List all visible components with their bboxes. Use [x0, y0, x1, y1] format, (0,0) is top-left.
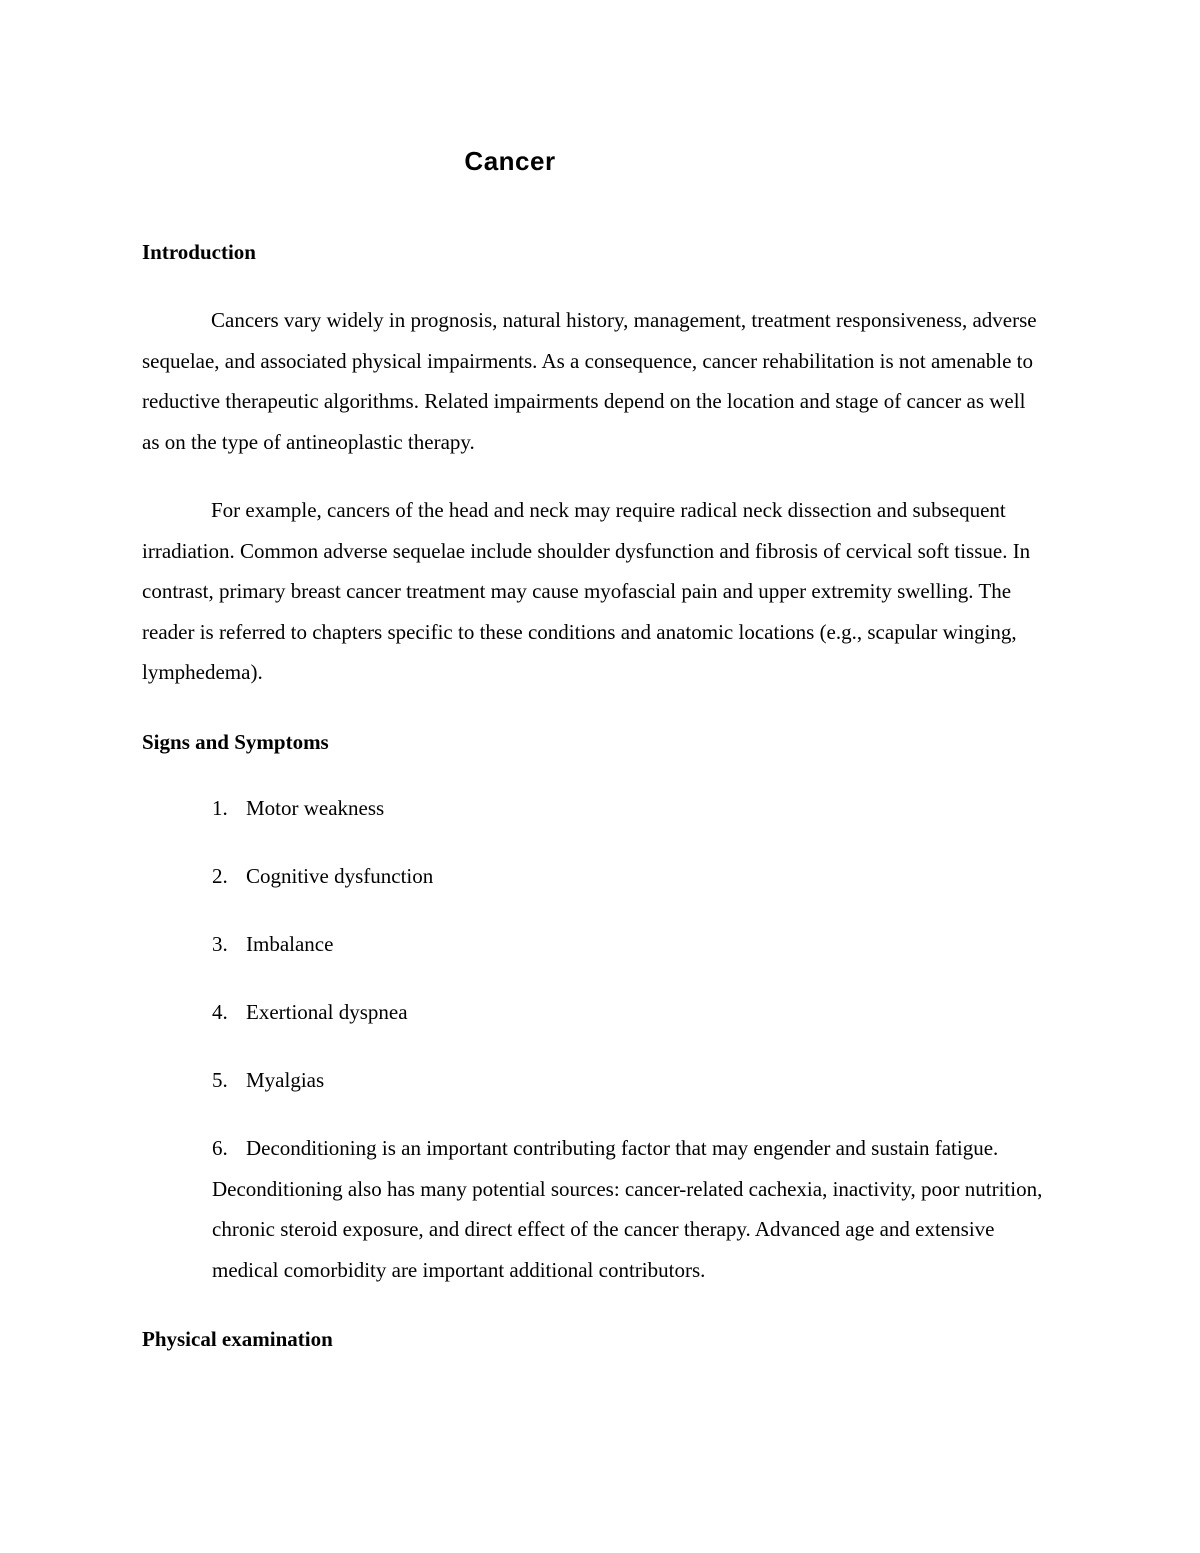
intro-paragraph-1: Cancers vary widely in prognosis, natural history, management, treatment responsiveness, adverse sequelae, and associated physical impairments. As a consequence, cancer rehabilitation is not amenable to reductive therapeutic algorithms. Related impairments depend on the location and stage of cancer as well as on the type of antineoplastic therapy.	[142, 308, 1037, 454]
list-item	[212, 924, 1062, 965]
list-item-text: Imbalance	[246, 932, 334, 956]
list-item-text: Myalgias	[246, 1068, 325, 1092]
list-item-number: 2.	[212, 864, 228, 888]
list-item	[212, 856, 1062, 897]
list-item-number: 3.	[212, 932, 228, 956]
section-heading-introduction: Introduction	[142, 240, 256, 264]
section-heading-physical-examination: Physical examination	[142, 1327, 333, 1351]
document-title: Cancer	[464, 146, 556, 176]
list-item-number: 1.	[212, 796, 228, 820]
list-item-number: 6.	[212, 1136, 228, 1160]
list-item-text: Motor weakness	[246, 796, 385, 820]
list-item-text: Exertional dyspnea	[246, 1000, 408, 1024]
list-item-number: 4.	[212, 1000, 228, 1024]
list-item	[212, 1128, 1062, 1290]
list-item	[212, 992, 1062, 1033]
intro-paragraph-2: For example, cancers of the head and neck may require radical neck dissection and subsequent irradiation. Common adverse sequelae include shoulder dysfunction and fibrosis of cervical soft tissue. In contrast, primary breast cancer treatment may cause myofascial pain and upper extremity swelling. The reader is referred to chapters specific to these conditions and anatomic locations (e.g., scapular winging, lymphedema).	[142, 498, 1031, 684]
list-item-text: Deconditioning is an important contributing factor that may engender and sustain fatigue. Deconditioning also has many potential sources: cancer-related cachexia, inactivity, poor nutrition, chronic steroid exposure, and direct effect of the cancer therapy. Advanced age and extensive medical comorbidity are important additional contributors.	[212, 1136, 1043, 1282]
list-item-text: Cognitive dysfunction	[246, 864, 434, 888]
list-item	[212, 788, 1062, 829]
list-item-number: 5.	[212, 1068, 228, 1092]
section-heading-signs-and-symptoms: Signs and Symptoms	[142, 730, 329, 754]
list-item	[212, 1060, 1062, 1101]
